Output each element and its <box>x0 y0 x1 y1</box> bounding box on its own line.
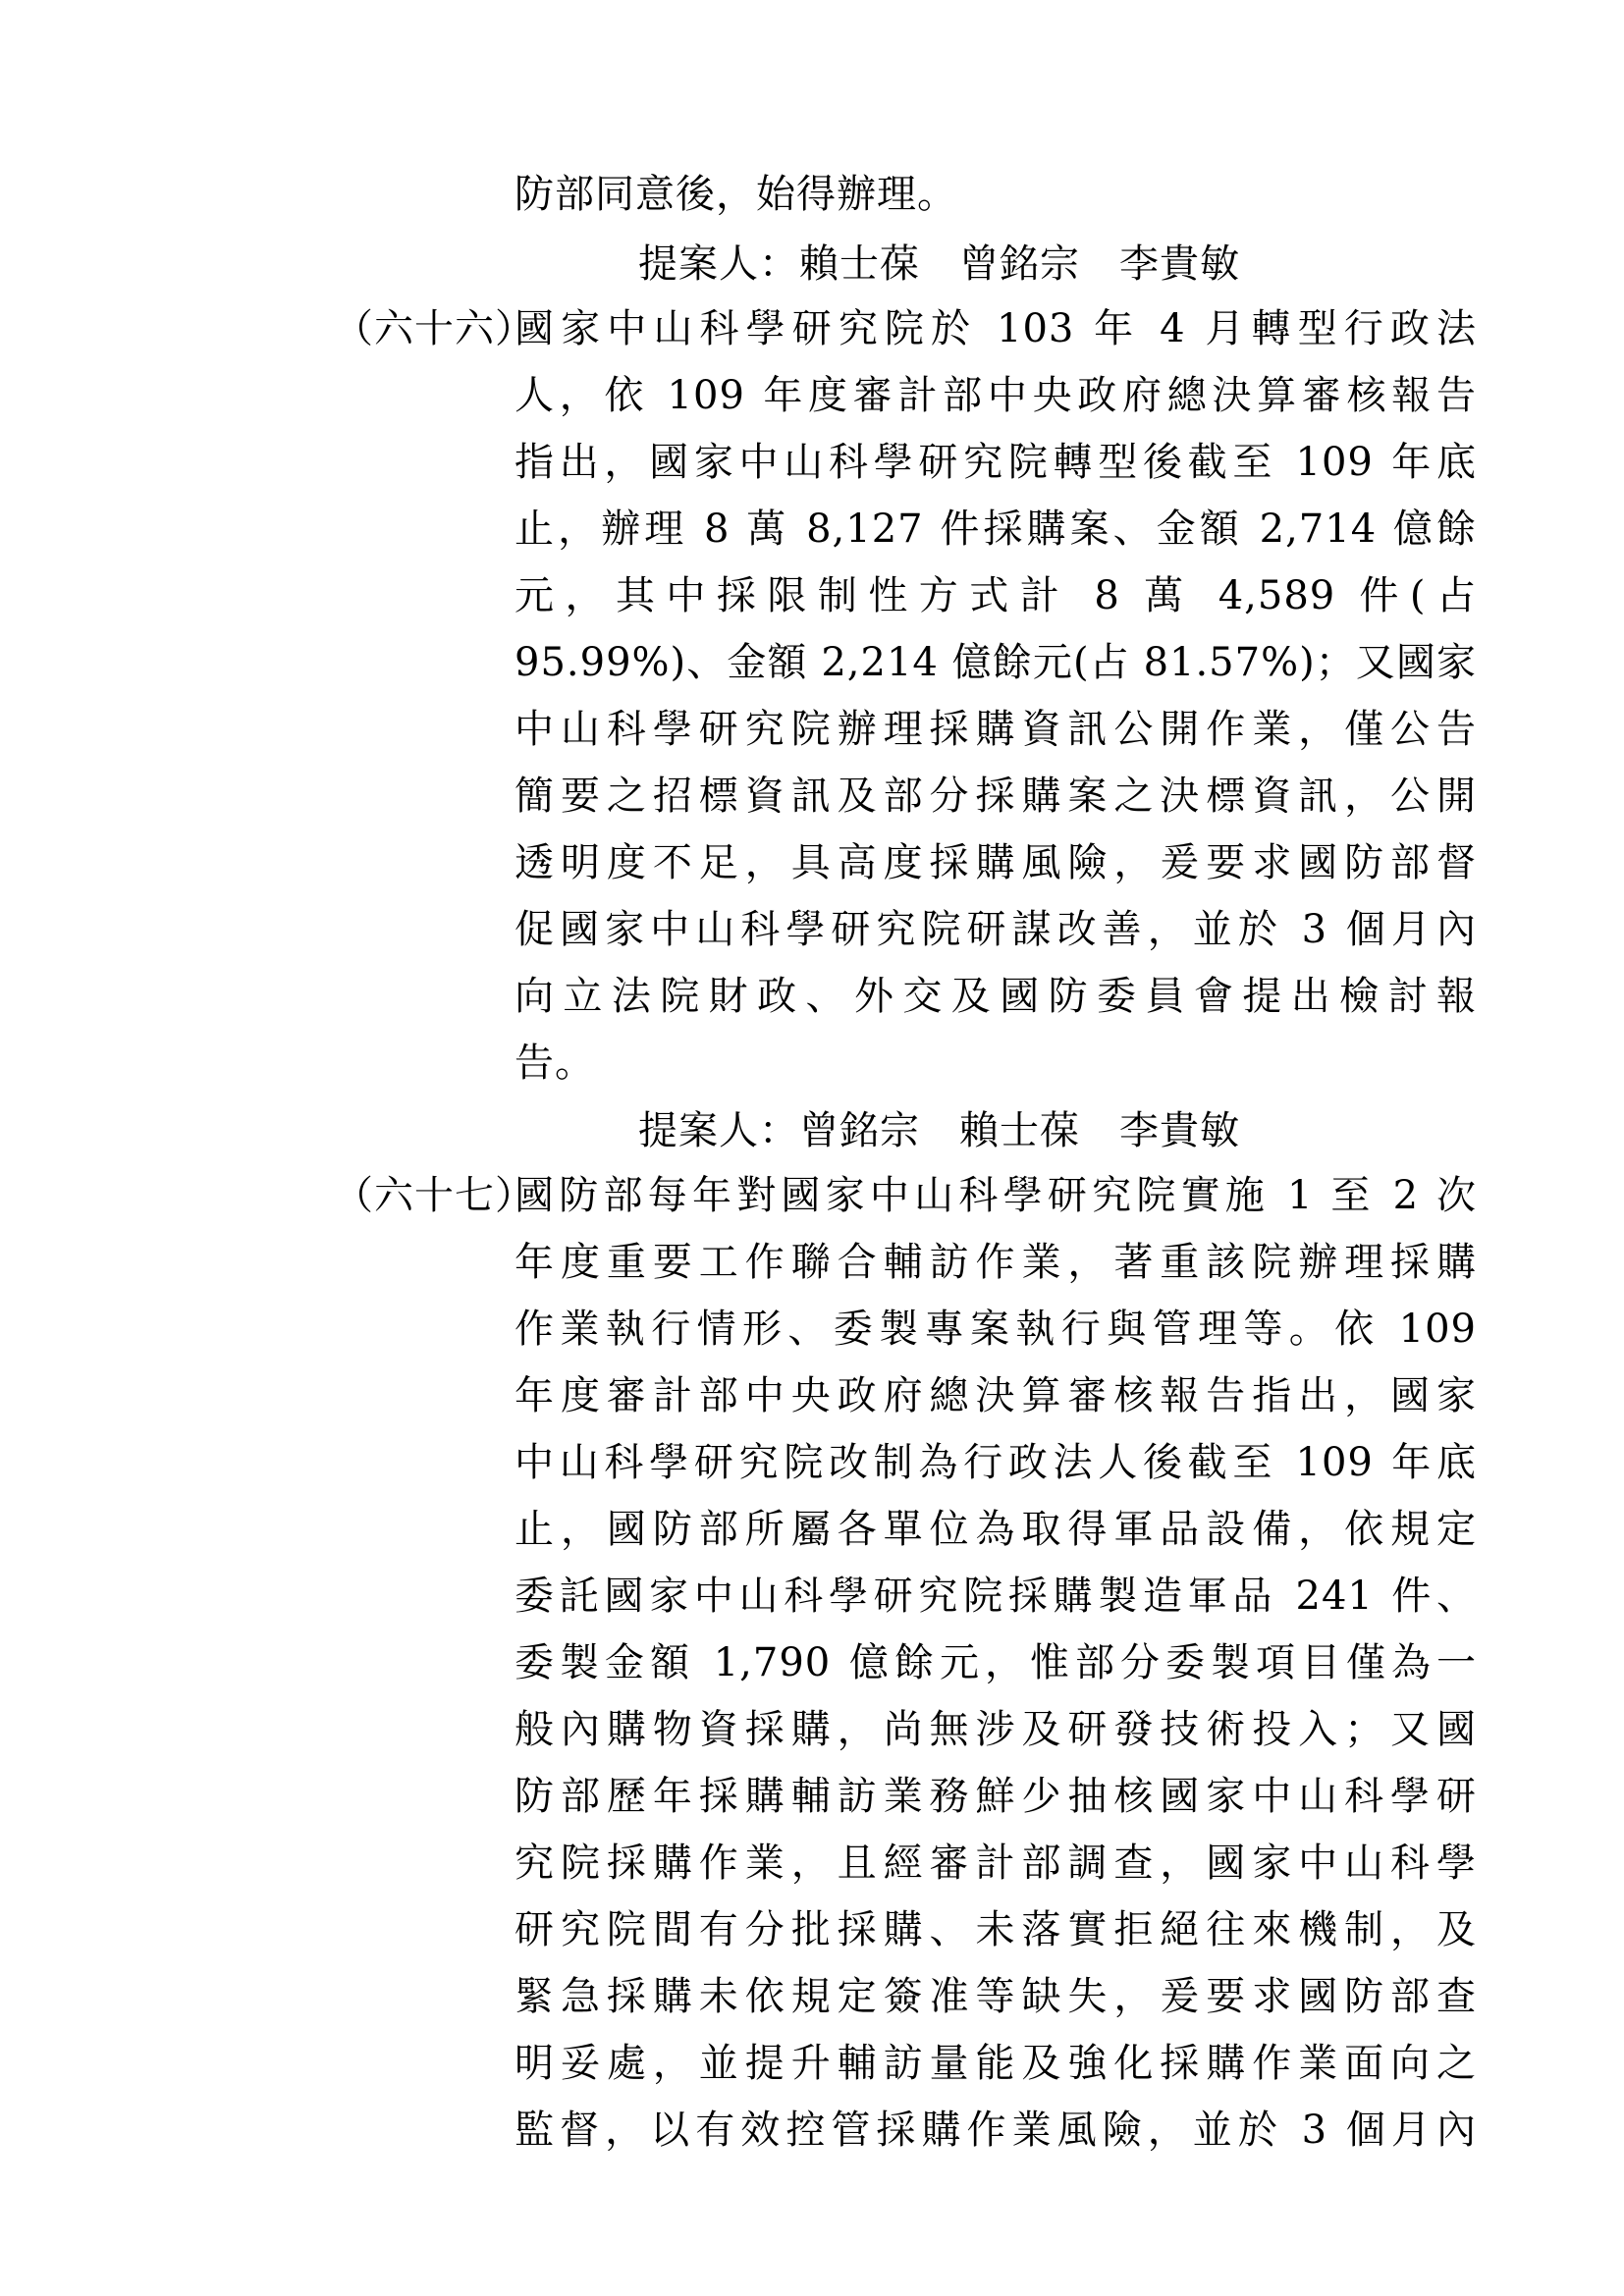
item-text-line: 明妥處，並提升輔訪量能及強化採購作業面向之 <box>514 2041 1477 2086</box>
item-text-line: 透明度不足，具高度採購風險，爰要求國防部督 <box>514 840 1477 885</box>
proposer-label: 提案人： <box>638 241 799 287</box>
item-text-line: 中山科學研究院改制為行政法人後截至 109 年底 <box>514 1440 1477 1485</box>
continuation-line: 防部同意後，始得辦理。 <box>514 172 957 217</box>
item-text-line: 人，依 109 年度審計部中央政府總決算審核報告 <box>514 373 1477 418</box>
item-text-line: 委製金額 1,790 億餘元，惟部分委製項目僅為一 <box>514 1640 1477 1685</box>
item-text-line: 防部歷年採購輔訪業務鮮少抽核國家中山科學研 <box>514 1774 1477 1819</box>
proposer-name: 賴士葆 <box>799 241 920 287</box>
item-text-line: 向立法院財政、外交及國防委員會提出檢討報 <box>514 974 1477 1019</box>
item-text-line: 促國家中山科學研究院研謀改善，並於 3 個月內 <box>514 907 1477 952</box>
item-text-line: 止，辦理 8 萬 8,127 件採購案、金額 2,714 億餘 <box>514 507 1477 552</box>
proposer-name: 曾銘宗 <box>959 241 1080 287</box>
item-text-line: 研究院間有分批採購、未落實拒絕往來機制，及 <box>514 1907 1477 1952</box>
item-text-line: 作業執行情形、委製專案執行與管理等。依 109 <box>514 1307 1477 1352</box>
proposer-name: 曾銘宗 <box>799 1108 920 1153</box>
proposer-name: 賴士葆 <box>959 1108 1080 1153</box>
item-text-line: 告。 <box>514 1041 595 1086</box>
item-text-line: 年度審計部中央政府總決算審核報告指出，國家 <box>514 1373 1477 1418</box>
proposer-name: 李貴敏 <box>1119 1108 1240 1153</box>
item-text-line: 國防部每年對國家中山科學研究院實施 1 至 2 次 <box>514 1173 1477 1218</box>
proposer-line <box>638 231 1240 297</box>
proposer-line <box>638 1097 1240 1164</box>
item-text-line: 究院採購作業，且經審計部調查，國家中山科學 <box>514 1841 1477 1886</box>
item-text-line: 中山科學研究院辦理採購資訊公開作業，僅公告 <box>514 707 1477 752</box>
item-text-line: 般內購物資採購，尚無涉及研發技術投入；又國 <box>514 1707 1477 1752</box>
item-text-line: 簡要之招標資訊及部分採購案之決標資訊，公開 <box>514 774 1477 819</box>
proposer-label: 提案人： <box>638 1108 799 1153</box>
item-text-line: 止，國防部所屬各單位為取得軍品設備，依規定 <box>514 1507 1477 1552</box>
item-text-line: 國家中山科學研究院於 103 年 4 月轉型行政法 <box>514 306 1477 351</box>
item-text-line: 年度重要工作聯合輔訪作業，著重該院辦理採購 <box>514 1240 1477 1285</box>
item-label: （六十六） <box>334 306 535 351</box>
item-text-line: 緊急採購未依規定簽准等缺失，爰要求國防部查 <box>514 1974 1477 2019</box>
item-text-line: 元，其中採限制性方式計 8 萬 4,589 件(占 <box>514 573 1477 618</box>
item-text-line: 95.99%)、金額 2,214 億餘元(占 81.57%)；又國家 <box>514 640 1477 685</box>
item-text-line: 監督，以有效控管採購作業風險，並於 3 個月內 <box>514 2108 1477 2153</box>
item-text-line: 指出，國家中山科學研究院轉型後截至 109 年底 <box>514 440 1477 485</box>
proposer-name: 李貴敏 <box>1119 241 1240 287</box>
item-label: （六十七） <box>334 1173 535 1218</box>
item-text-line: 委託國家中山科學研究院採購製造軍品 241 件、 <box>514 1574 1477 1619</box>
